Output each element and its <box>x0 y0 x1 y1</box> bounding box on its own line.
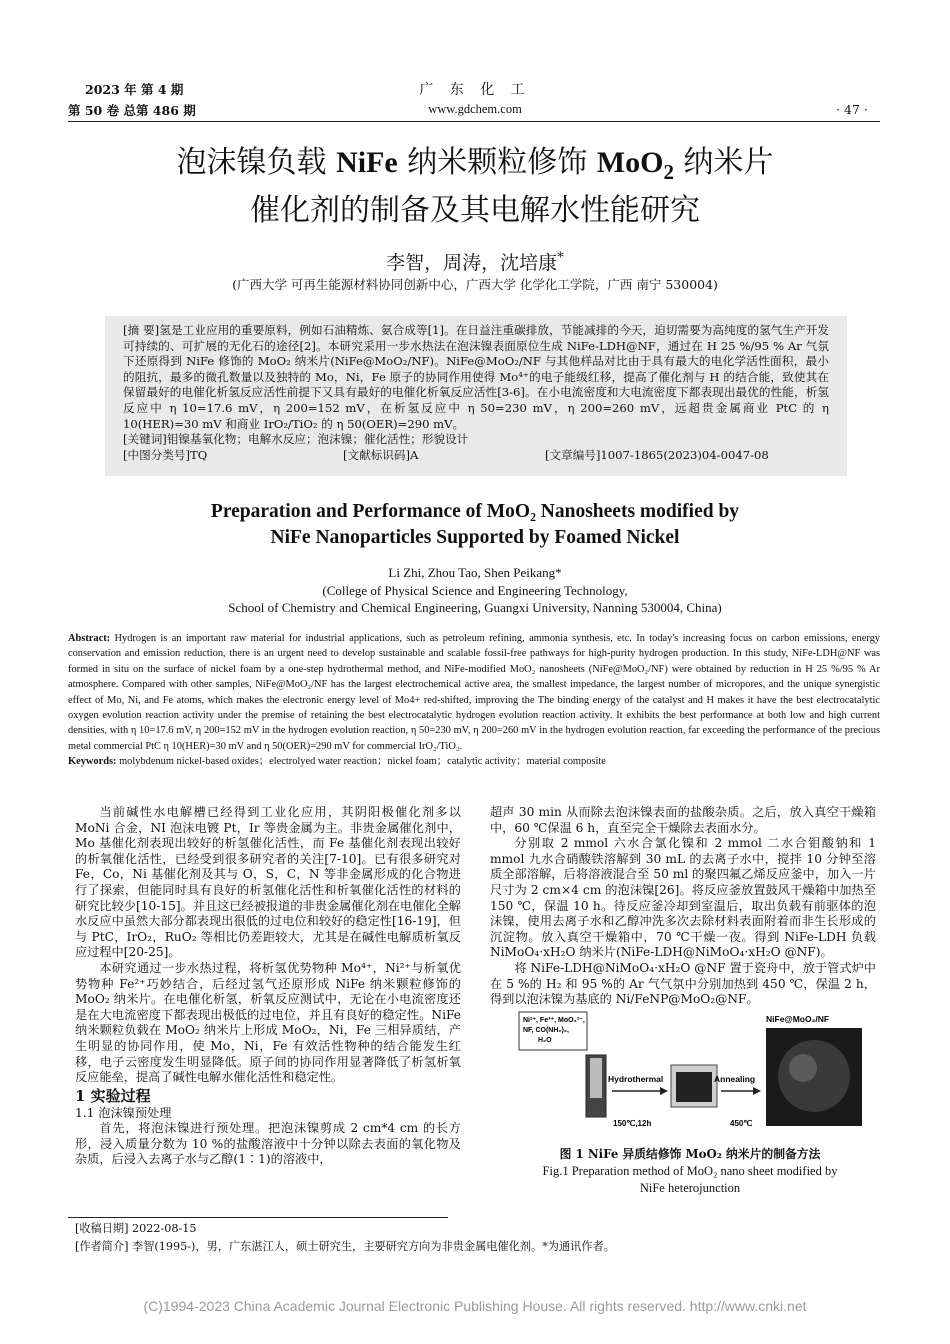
title-en: Preparation and Performance of MoO₂ Nanosheets modified by NiFe Nanoparticles Supported by Foamed Nickel <box>210 501 740 548</box>
footnote-rule <box>68 1217 448 1218</box>
abstract-cn-box <box>105 316 847 476</box>
right-column <box>490 805 876 1008</box>
annealing-label: Annealing <box>714 1074 756 1084</box>
left-column <box>75 805 461 1168</box>
figure-caption-en-2: NiFe heterojunction <box>639 1181 741 1195</box>
affiliation-cn: (广西大学 可再生能源材料协同创新中心，广西大学 化学化工学院，广西 南宁 530004) <box>232 277 718 292</box>
document-code: [文献标识码]A <box>343 447 419 462</box>
received-date: [收稿日期] 2022-08-15 <box>75 1222 197 1235</box>
reduction-paragraph: 将 NiFe-LDH@NiMoO₄·xH₂O @NF 置于瓷舟中，放于管式炉中在 5 %的 H₂ 和 95 %的 Ar 气气氛中分别加热到 450 ℃，保温 2 h，得到以泡沫镍为基底的 Ni/FeNP@MoO₂@NF。 <box>490 960 876 1007</box>
volume-info: 第 50 卷 总第 486 期 <box>68 103 196 118</box>
article-number: [文章编号]1007-1865(2023)04-0047-08 <box>545 447 769 462</box>
abstract-en: Abstract: Hydrogen is an important raw material for industrial applications, such as petroleum refining, ammonia synthesis, etc. In today's increasing focus on carbon emissions, energy conservation and emission reduction, there is an urgent need to develop sustainable and scalable fossil-free pathways for high-purity hydrogen production. In this study, NiFe-LDH@NF was formed in situ on the surface of nickel foam by a one-step hydrothermal method, and NiFe-modified MoO₂ nanosheets (NiFe@MoO₂/NF) were obtained by reduction in H 25 %/95 % Ar atmosphere. Compared with other samples, NiFe@MoO₂/NF has the largest electrochemical active area, the smallest impedance, the largest number of micropores, and the unique synergistic effect of Mo, Ni, and Fe atoms, which makes the electronic energy level of Mo4+ red-shifted, improving the The binding energy of the catalyst and H makes it have the best electrocatalytic oxygen evolution reaction activity under the premise of retaining the best electrocatalytic hydrogen evolution reaction activity. It exhibits the best performance at both low and high current densities, with η 10=17.6 mV, η 200=152 mV in the hydrogen evolution reaction, η 50=230 mV, η 200=260 mV in the hydrogen evolution reaction, far exceeding the performance of the precious metal commercial PtC η 10(HER)=30 mV and η 50(OER)=290 mV for commercial IrO₂/TiO₂. Keywords: molybdenum nickel-based oxides；electrolyed water reaction；nickel foam；catalytic activity；material composite <box>68 633 880 768</box>
synthesis-paragraph: 分别取 2 mmol 六水合氯化镍和 2 mmol 二水合钼酸钠和 1 mmol 九水合硝酸铁溶解到 30 mL 的去离子水中，搅拌 10 分钟至溶质全部溶解，后将溶液混合至 50 ml 的聚四氟乙烯反应釜中，加入一片尺寸为 2 cm×4 cm 的泡沫镍[26]。将反应釜放置鼓风干燥箱中加热至 150 ℃，保温 10 h。待反应釜冷却到室温后，取出负载有前驱体的泡沫镍，使用去离子水和乙醇冲洗多次去除材料表面附着而非生长形成的沉淀物。放入真空干燥箱中，70 ℃干燥一夜。得到 NiFe-LDH 负载 NiMoO₄·xH₂O 纳米片(NiFe-LDH@NiMoO₄·xH₂O @NF)。 <box>490 836 876 960</box>
reagents-line1: Ni²⁺, Fe³⁺, MoO₄²⁻, <box>523 1017 585 1024</box>
page-number: · 47 · <box>836 102 868 117</box>
affiliation-en-1: (College of Physical Science and Engineering Technology, <box>322 583 628 598</box>
reagents-line2: NF, CO(NH₂)₂, <box>523 1027 569 1034</box>
classification-line <box>123 448 829 464</box>
condition-1: 150℃,12h <box>613 1119 652 1128</box>
hydrothermal-label: Hydrothermal <box>608 1074 664 1084</box>
arrow-head-2 <box>753 1087 761 1095</box>
product-label: NiFe@MoO₂/NF <box>766 1014 830 1024</box>
copyright-line: (C)1994-2023 China Academic Journal Electronic Publishing House. All rights reserved. http://www.cnki.net <box>143 1298 807 1314</box>
title-cn-line2: 催化剂的制备及其电解水性能研究 <box>250 193 700 228</box>
figure-caption-en-1: Fig.1 Preparation method of MoO₂ nano sheet modified by <box>542 1164 838 1178</box>
section-1-1-heading: 1.1 泡沫镍预处理 <box>75 1105 172 1120</box>
authors-en: Li Zhi, Zhou Tao, Shen Peikang* <box>388 565 562 580</box>
keywords-cn: [关键词]钼镍基氧化物；电解水反应；泡沫镍；催化活性；形貌设计 <box>123 432 469 447</box>
intro-paragraph-1: 当前碱性水电解槽已经得到工业化应用，其阴阳极催化剂多以 MoNi 合金，NI 泡沫电镀 Pt，Ir 等贵金属为主。非贵金属催化剂中，Mo 基催化剂表现出较好的析氢催化活性，而 Fe 基催化剂表现出较好的析氧催化活性，已经受到很多研究者的关注[7-10]。已有很多研究对 Fe，Co，Ni 基催化剂及其与 O，S，C，N 等非金属形成的化合物进行了探索，但能同时具有良好的析氢催化活性和析氧催化活性的材料的研究比较少[10-15]。并且这已经被报道的非贵金属催化剂在电催化全解水反应中虽然大部分都表现出很低的过电位和较好的稳定性[16-19]，但与 PtC，IrO₂，RuO₂ 等相比仍差距较大，尤其是在碱性电解质析氧反应过程中[20-25]。 <box>75 805 461 960</box>
pretreatment-paragraph: 首先，将泡沫镍进行预处理。把泡沫镍剪成 2 cm*4 cm 的长方形，浸入质量分数为 10 %的盐酸溶液中十分钟以除去表面的氧化物及杂质，后浸入去离子水与乙醇(1∶1)的溶液中， <box>75 1121 461 1167</box>
reagents-line3: H₂O <box>538 1037 552 1044</box>
authors-cn: 李智，周涛，沈培康* <box>386 250 564 274</box>
figure-caption-cn: 图 1 NiFe 异质结修饰 MoO₂ 纳米片的制备方法 <box>559 1147 821 1161</box>
intro-paragraph-2: 本研究通过一步水热过程，将析氢优势物种 Mo⁴⁺，Ni²⁺与析氧优势物种 Fe²⁺巧妙结合，后经过氢气还原形成 NiFe 纳米颗粒修饰的 MoO₂ 纳米片。在电催化析氢，析氧反应测试中，无论在小电流密度还是在大电流密度下都表现出极低的过电位，并且有良好的稳定性。NiFe 纳米颗粒负载在 MoO₂ 纳米片上形成 MoO₂，Ni，Fe 三相异质结，产生明显的协同作用，使 Mo，Ni，Fe 有效活性物种的结合能发生红移，电子云密度发生明显降低。原子间的协同作用显著降低了析氢析氧反应能垒，提高了碱性电解水催化活性和稳定性。 <box>75 960 461 1085</box>
product-sem-highlight <box>789 1054 817 1082</box>
right-paragraph-1: 超声 30 min 从而除去泡沫镍表面的盐酸杂质。之后，放入真空干燥箱中，60 ℃保温 6 h，直至完全干燥除去表面水分。 <box>490 805 876 835</box>
foam-nickel-strip <box>590 1058 602 1098</box>
figure-1-schematic <box>518 1010 878 1130</box>
journal-url[interactable]: www.gdchem.com <box>428 102 522 116</box>
journal-name: 广 东 化 工 <box>419 82 531 98</box>
oven-window <box>676 1072 712 1102</box>
header-rule <box>68 121 880 122</box>
arrow-head-1 <box>660 1087 668 1095</box>
issue-info: 2023 年 第 4 期 <box>85 82 184 97</box>
affiliation-en-2: School of Chemistry and Chemical Engineering, Guangxi University, Nanning 530004, China) <box>228 600 722 615</box>
clc-number: [中图分类号]TQ <box>123 447 208 462</box>
author-bio: [作者简介] 李智(1995-)，男，广东湛江人，硕士研究生，主要研究方向为非贵金属电催化剂。*为通讯作者。 <box>75 1240 615 1253</box>
section-1-heading: 1 实验过程 <box>75 1086 151 1105</box>
condition-2: 450℃ <box>730 1119 753 1128</box>
abstract-cn: [摘 要]氢是工业应用的重要原料，例如石油精炼、氨合成等[1]。在日益注重碳排放，节能减排的今天，迫切需要为高纯度的氢气生产开发可持续的、可扩展的无化石的途径[2]。本研究采用一步水热法在泡沫镍表面原位生成 NiFe-LDH@NF，通过在 H 25 %/95 % Ar 气氛下还原得到 NiFe 修饰的 MoO₂ 纳米片(NiFe@MoO₂/NF)。NiFe@MoO₂/NF 与其他样品对比由于具有最大的电化学活性面积，最小的阻抗，最多的微孔数量以及独特的 Mo，Ni，Fe 原子的协同作用使得 Mo⁴⁺的电子能级红移，提高了催化剂与 H 的结合能，致使其在保留最好的电催化析氢反应活性前提下又具有最好的电催化析氧反应活性[3-6]。在小电流密度和大电流密度下都表现出最优的性能，析氢反应中 η 10=17.6 mV，η 200=152 mV，在析氢反应中 η 50=230 mV，η 200=260 mV，远超贵金属商业 PtC 的 η 10(HER)=30 mV 和商业 IrO₂/TiO₂ 的 η 50(OER)=290 mV。 <box>123 323 829 431</box>
title-cn-line1: 泡沫镍负载 NiFe 纳米颗粒修饰 MoO$_2$ 纳米片 <box>176 145 774 184</box>
